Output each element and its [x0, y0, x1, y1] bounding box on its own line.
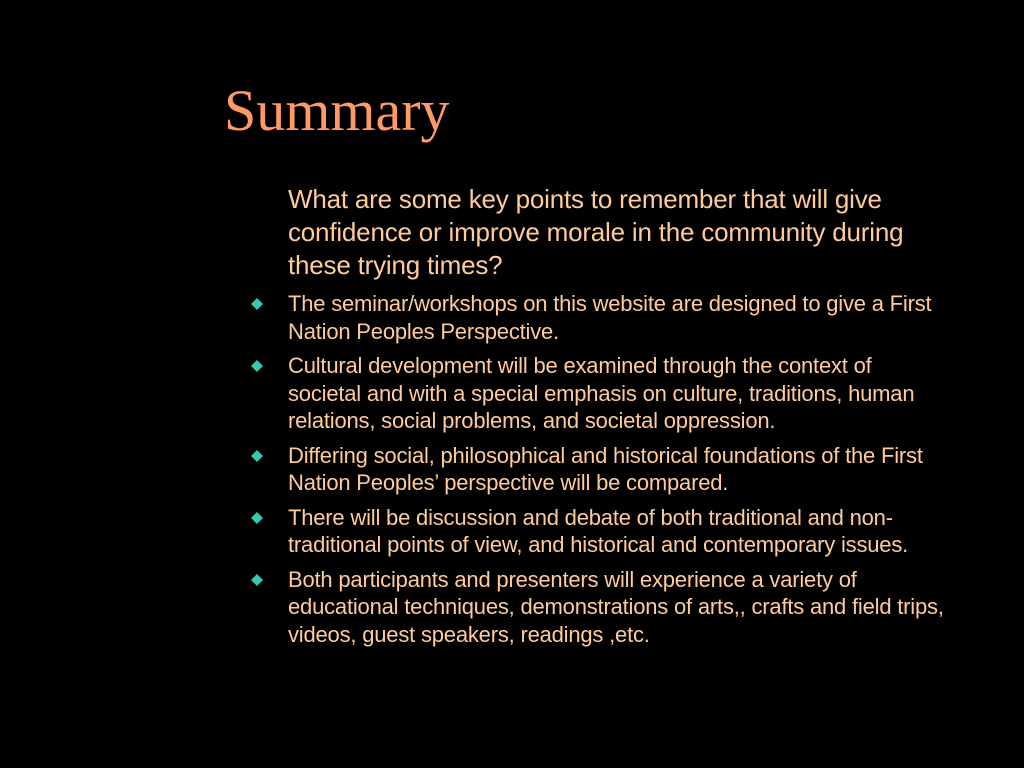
slide-title: Summary: [224, 78, 450, 143]
bullet-item: [288, 504, 948, 559]
bullet-text: There will be discussion and debate of both traditional and non-traditional points of view, and historical and contemporary issues.: [288, 504, 909, 557]
diamond-icon: [251, 360, 263, 372]
bullet-text: Cultural development will be examined through the context of societal and with a special emphasis on culture, traditions, human relations, social problems, and societal oppression.: [288, 353, 915, 433]
bullet-item: [288, 566, 948, 649]
bullet-item: [288, 442, 948, 497]
bullet-text: Both participants and presenters will experience a variety of educational techniques, demonstrations of arts,, crafts and field trips, videos, guest speakers, readings ,etc.: [288, 566, 944, 647]
diamond-icon: [251, 574, 263, 586]
intro-question: What are some key points to remember that will give confidence or improve morale in the community during these trying times?: [288, 184, 904, 280]
bullet-list: [288, 290, 948, 648]
diamond-icon: [251, 298, 263, 310]
bullet-text: The seminar/workshops on this website are designed to give a First Nation Peoples Perspective.: [288, 291, 932, 344]
diamond-icon: [251, 512, 263, 524]
bullet-item: [288, 352, 948, 435]
bullet-text: Differing social, philosophical and historical foundations of the First Nation Peoples’ perspective will be compared.: [288, 442, 923, 495]
diamond-icon: [251, 450, 263, 462]
slide-content: [288, 183, 948, 655]
bullet-item: [288, 290, 948, 345]
